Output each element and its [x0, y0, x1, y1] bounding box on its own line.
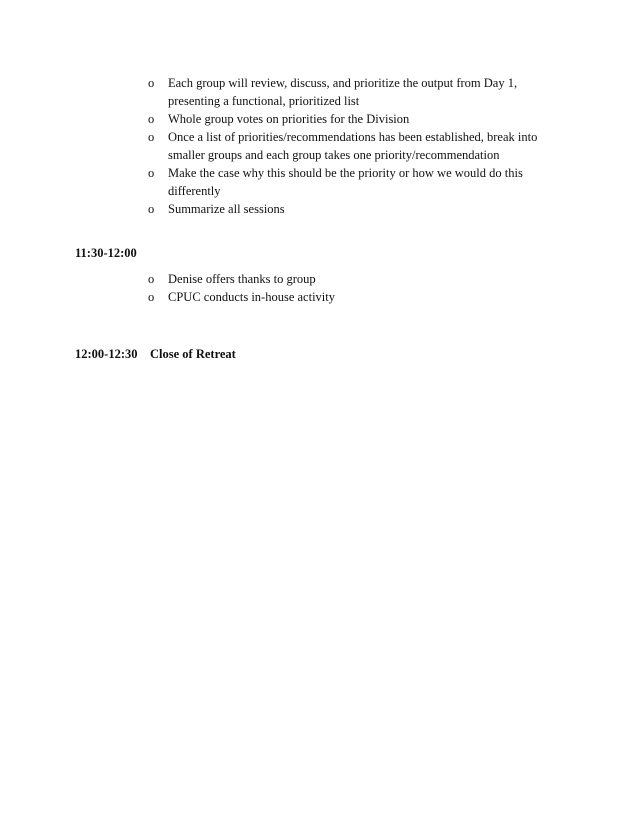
list-item [148, 164, 548, 200]
bullet-marker: o [148, 76, 155, 90]
list-item [148, 110, 548, 128]
session-title: Close of Retreat [150, 347, 236, 361]
time-slot-label: 11:30-12:00 [75, 246, 137, 260]
bullet-marker: o [148, 130, 155, 144]
session-activity-list [148, 74, 548, 218]
list-item-text: Once a list of priorities/recommendations has been established, break into smaller groups and each group takes one priority/recommendation [168, 130, 538, 162]
list-item-text: Denise offers thanks to group [168, 272, 316, 286]
list-item-text: Summarize all sessions [168, 202, 285, 216]
bullet-marker: o [148, 112, 155, 126]
closing-activity-list [148, 270, 548, 306]
bullet-marker: o [148, 272, 155, 286]
bullet-marker: o [148, 290, 155, 304]
list-item [148, 288, 548, 306]
list-item-text: Each group will review, discuss, and prioritize the output from Day 1, presenting a functional, prioritized list [168, 76, 518, 108]
list-item-text: CPUC conducts in-house activity [168, 290, 335, 304]
list-item [148, 200, 548, 218]
time-slot-label: 12:00-12:30 [75, 347, 138, 361]
list-item-text: Whole group votes on priorities for the Division [168, 112, 410, 126]
list-item [148, 128, 548, 164]
list-item-text: Make the case why this should be the priority or how we would do this differently [168, 166, 523, 198]
list-item [148, 74, 548, 110]
bullet-marker: o [148, 166, 155, 180]
list-item [148, 270, 548, 288]
bullet-marker: o [148, 202, 155, 216]
